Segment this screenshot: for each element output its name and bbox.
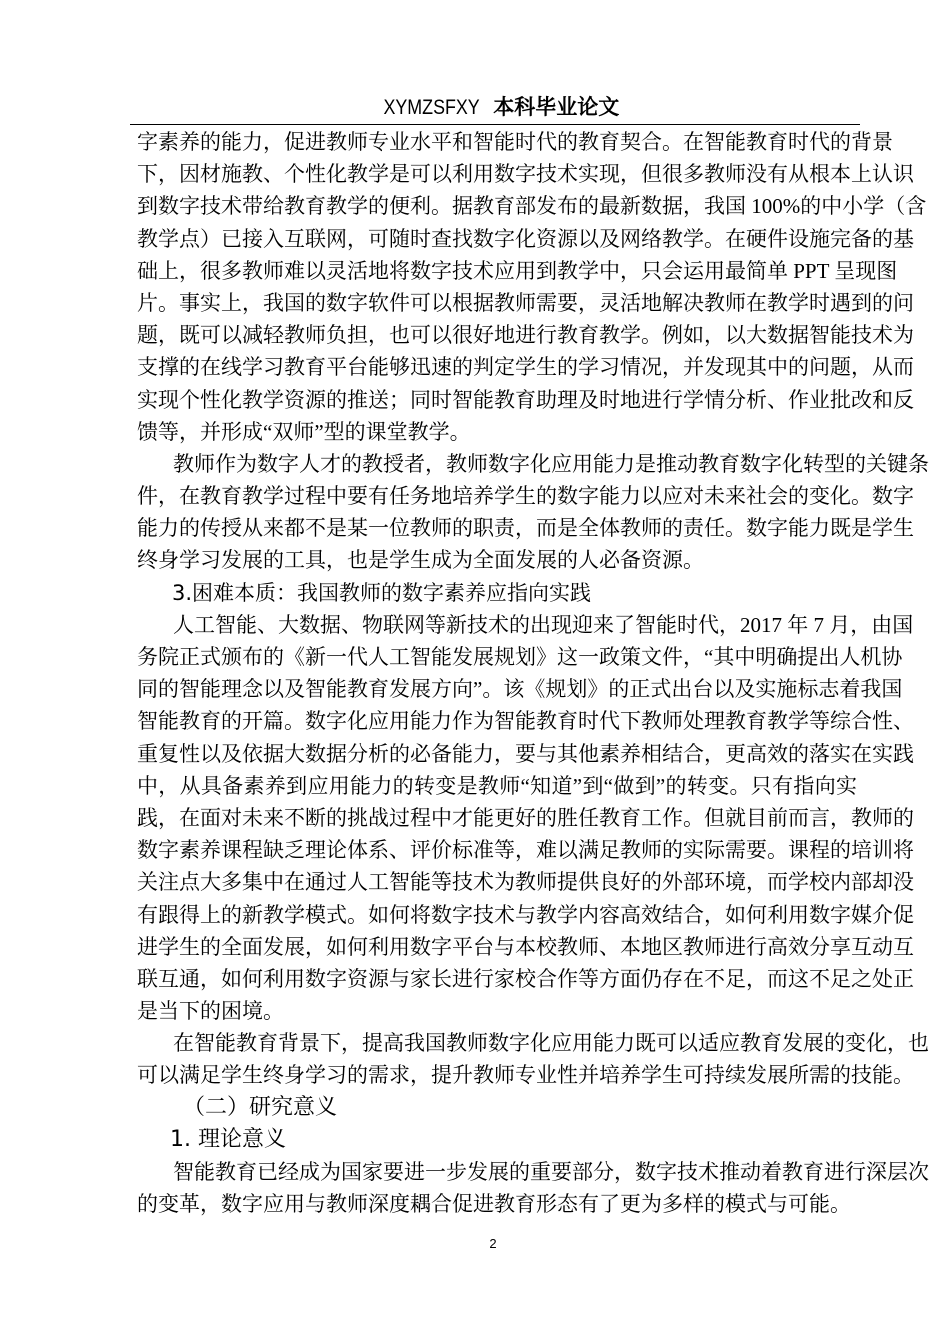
text-line: 的变革，数字应用与教师深度耦合促进教育形态有了更为多样的模式与可能。: [137, 1192, 851, 1217]
text-line: 践，在面对未来不断的挑战过程中才能更好的胜任教育工作。但就目前而言，教师的: [137, 805, 914, 830]
paragraph: [137, 126, 927, 448]
document-body: [137, 126, 929, 1220]
text-line: 终身学习发展的工具，也是学生成为全面发展的人必备资源。: [137, 548, 704, 573]
heading-theoretical-significance: 1. 理论意义: [170, 1126, 286, 1152]
text-line: 中，从具备素养到应用能力的转变是教师“知道”到“做到”的转变。只有指向实: [137, 773, 857, 798]
text-line: 题，既可以减轻教师负担，也可以很好地进行教育教学。例如，以大数据智能技术为: [137, 323, 914, 348]
heading-research-significance: （二）研究意义: [183, 1094, 338, 1120]
text-line: 数字素养课程缺乏理论体系、评价标准等，难以满足教师的实际需要。课程的培训将: [137, 838, 914, 863]
text-line: 智能教育已经成为国家要进一步发展的重要部分，数字技术推动着教育进行深层次: [173, 1160, 929, 1184]
page-header: [137, 92, 857, 123]
paragraph: [137, 1156, 929, 1220]
text-line: 片。事实上，我国的数字软件可以根据教师需要，灵活地解决教师在教学时遇到的问: [137, 290, 914, 315]
text-line: 智能教育的开篇。数字化应用能力作为智能教育时代下教师处理教育教学等综合性、: [137, 709, 914, 734]
text-line: 字素养的能力，促进教师专业水平和智能时代的教育契合。在智能教育时代的背景: [137, 130, 893, 154]
paragraph: [137, 1027, 929, 1091]
section-c: [137, 1156, 929, 1220]
text-line: 支撑的在线学习教育平台能够迅速的判定学生的学习情况，并发现其中的问题，从而: [137, 355, 914, 380]
text-line: 础上，很多教师难以灵活地将数字技术应用到教学中，只会运用最简单 PPT 呈现图: [137, 258, 898, 283]
section-a: [137, 126, 929, 577]
page-number: 2: [489, 1236, 497, 1251]
text-line: 馈等，并形成“双师”型的课堂教学。: [137, 419, 471, 444]
text-line: 件，在教育教学过程中要有任务地培养学生的数字能力以应对未来社会的变化。数字: [137, 484, 914, 509]
text-line: 是当下的困境。: [137, 999, 284, 1024]
heading-difficulty-essence: 3.困难本质：我国教师的数字素养应指向实践: [172, 580, 592, 605]
text-line: 能力的传授从来都不是某一位教师的职责，而是全体教师的责任。数字能力既是学生: [137, 516, 914, 541]
header-title: 本科毕业论文: [493, 95, 620, 119]
paragraph: [137, 609, 914, 1027]
text-line: 在智能教育背景下，提高我国教师数字化应用能力既可以适应教育发展的变化，也: [173, 1031, 929, 1056]
text-line: 有跟得上的新教学模式。如何将数字技术与教学内容高效结合，如何利用数字媒介促: [137, 902, 914, 927]
header-rule: [130, 124, 860, 125]
text-line: 同的智能理念以及智能教育发展方向”。该《规划》的正式出台以及实施标志着我国: [137, 677, 903, 702]
text-line: 下，因材施教、个性化教学是可以利用数字技术实现，但很多教师没有从根本上认识: [137, 162, 914, 187]
text-line: 可以满足学生终身学习的需求，提升教师专业性并培养学生可持续发展所需的技能。: [137, 1063, 914, 1088]
text-line: 进学生的全面发展，如何利用数字平台与本校教师、本地区教师进行高效分享互动互: [137, 934, 914, 959]
text-line: 务院正式颁布的《新一代人工智能发展规划》这一政策文件，“其中明确提出人机协: [137, 645, 903, 669]
text-line: 教学点）已接入互联网，可随时查找数字化资源以及网络教学。在硬件设施完备的基: [137, 226, 914, 251]
text-line: 联互通，如何利用数字资源与家长进行家校合作等方面仍存在不足，而这不足之处正: [137, 966, 914, 991]
text-line: 教师作为数字人才的教授者，教师数字化应用能力是推动教育数字化转型的关键条: [173, 451, 929, 476]
text-line: 到数字技术带给教育教学的便利。据教育部发布的最新数据，我国 100%的中小学（含: [137, 194, 927, 219]
text-line: 实现个性化教学资源的推送；同时智能教育助理及时地进行学情分析、作业批改和反: [137, 387, 914, 412]
text-line: 重复性以及依据大数据分析的必备能力，要与其他素养相结合，更高效的落实在实践: [137, 741, 914, 766]
paragraph: [137, 448, 929, 577]
section-b: [137, 609, 929, 1092]
header-school: XYMZSFXY: [383, 96, 480, 119]
text-line: 人工智能、大数据、物联网等新技术的出现迎来了智能时代，2017 年 7 月，由国: [173, 612, 914, 637]
text-line: 关注点大多集中在通过人工智能等技术为教师提供良好的外部环境，而学校内部却没: [137, 870, 914, 895]
